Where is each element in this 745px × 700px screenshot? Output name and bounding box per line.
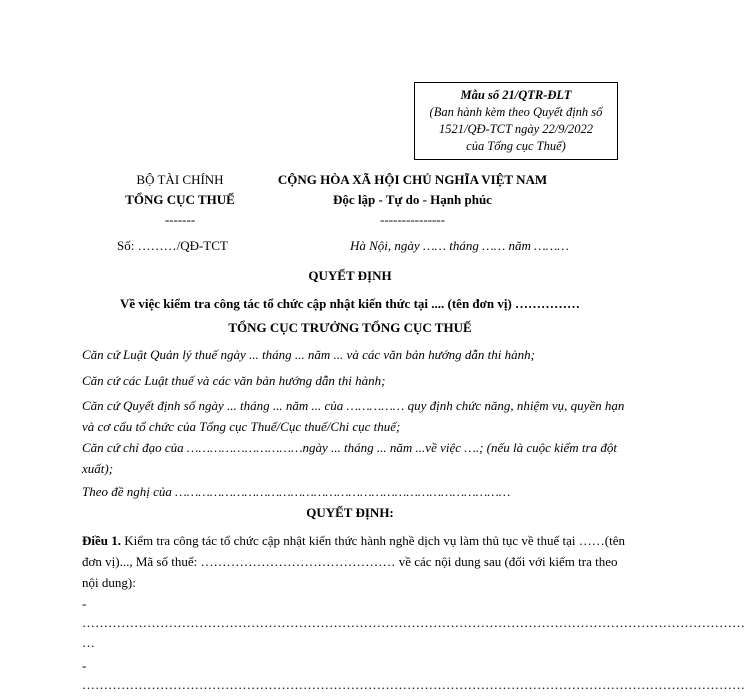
document-title: QUYẾT ĐỊNH	[308, 268, 392, 283]
form-number: Mẫu số 21/QTR-ĐLT	[460, 88, 572, 102]
document-number: Số: ………/QĐ-TCT	[117, 238, 228, 253]
nation-motto: Độc lập - Tự do - Hạnh phúc	[333, 192, 492, 207]
agency-header	[95, 170, 265, 230]
content-dots-2: ………………………………………………………………………………………………………………………………………	[82, 677, 745, 692]
nation-divider: ---------------	[380, 212, 445, 227]
form-number-box	[414, 82, 618, 160]
nation-header	[270, 170, 555, 230]
document-date: Hà Nội, ngày …… tháng …… năm ………	[350, 238, 569, 253]
basis-1: Căn cứ Luật Quản lý thuế ngày ... tháng ... năm ... và các văn bản hướng dẫn thi hành;	[82, 347, 535, 362]
form-decision-ref: 1521/QĐ-TCT ngày 22/9/2022	[439, 122, 593, 136]
document-subject: Về việc kiểm tra công tác tổ chức cập nhật kiến thức tại .... (tên đơn vị) ……………	[119, 296, 581, 311]
decision-title: QUYẾT ĐỊNH:	[306, 505, 394, 520]
form-issuer: của Tổng cục Thuế)	[466, 139, 566, 153]
form-issuance-line: (Ban hành kèm theo Quyết định số	[429, 105, 603, 119]
agency-name: TỔNG CỤC THUẾ	[125, 192, 235, 207]
article-1	[82, 530, 627, 593]
basis-5: Theo đề nghị của ……………………………………………………………………………	[82, 484, 511, 499]
article-1-label: Điều 1.	[82, 533, 121, 548]
content-dash-1: -	[82, 596, 87, 611]
agency-divider: -------	[164, 212, 196, 227]
ministry-name: BỘ TÀI CHÍNH	[136, 172, 224, 187]
nation-name: CỘNG HÒA XÃ HỘI CHỦ NGHĨA VIỆT NAM	[277, 172, 548, 187]
basis-4: Căn cứ chỉ đạo của …………………………ngày ... tháng ... năm ...về việc ….; (nếu là cuộc kiểm tra đột xuất);	[82, 440, 617, 476]
content-dots-1: ………………………………………………………………………………………………………………………………………	[82, 615, 745, 630]
content-dash-2: -	[82, 658, 87, 673]
content-dots-1-end: …	[82, 635, 95, 650]
article-1-text: Kiểm tra công tác tổ chức cập nhật kiến thức hành nghề dịch vụ làm thủ tục về thuế tại ……(tên đơn vị)..., Mã số thuế: ……………………………………… về các nội dung sau (đối với kiểm tra theo nội dung):	[82, 533, 625, 590]
document-authority: TỔNG CỤC TRƯỞNG TỔNG CỤC THUẾ	[228, 320, 472, 335]
basis-2: Căn cứ các Luật thuế và các văn bản hướng dẫn thi hành;	[82, 373, 386, 388]
basis-3: Căn cứ Quyết định số ngày ... tháng ... năm ... của …………… quy định chức năng, nhiệm vụ, quyền hạn và cơ cấu tổ chức của Tổng cục Thuế/Cục thuế/Chi cục thuế;	[82, 398, 625, 434]
